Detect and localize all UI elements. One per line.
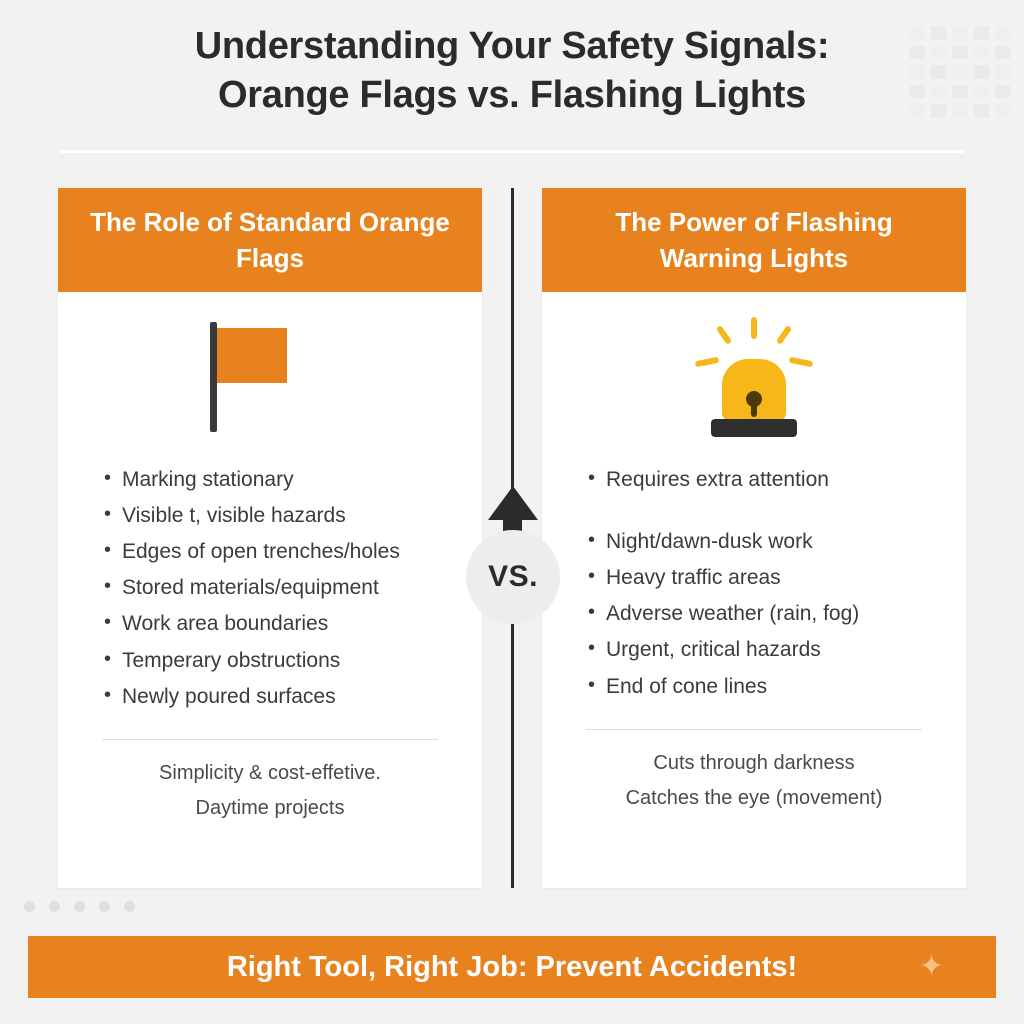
beacon-base xyxy=(711,419,797,437)
footer-label: Right Tool, Right Job: Prevent Accidents! xyxy=(226,950,798,983)
footnote-line: Simplicity & cost-effetive. xyxy=(159,761,381,784)
column-footnote-orange-flags xyxy=(58,740,482,826)
list-item: • Night/dawn-dusk work xyxy=(588,524,932,560)
page-title xyxy=(0,22,1024,119)
beacon-ray xyxy=(751,317,757,339)
column-header-label: The Power of Flashing Warning Lights xyxy=(615,206,893,273)
page-title-line-2: Orange Flags vs. Flashing Lights xyxy=(218,73,806,116)
beacon-ray xyxy=(716,325,732,345)
list-item: • Visible t, visible hazards xyxy=(104,498,448,534)
vs-label: VS. xyxy=(488,560,538,593)
list-item: • Urgent, critical hazards xyxy=(588,632,932,668)
column-header-label: The Role of Standard Orange Flags xyxy=(90,206,450,273)
column-orange-flags xyxy=(58,188,482,888)
orange-flag-icon xyxy=(210,322,330,432)
flag-pole xyxy=(210,322,217,432)
orange-flag-icon-area xyxy=(58,292,482,462)
list-item: • Requires extra attention xyxy=(588,462,932,498)
up-arrow-icon xyxy=(488,486,538,520)
list-item: • Edges of open trenches/holes xyxy=(104,534,448,570)
column-header-orange-flags xyxy=(58,188,482,292)
list-item: • Heavy traffic areas xyxy=(588,560,932,596)
footnote-line: Cuts through darkness xyxy=(653,751,855,774)
footer-banner xyxy=(28,936,996,998)
flag-cloth xyxy=(217,328,287,383)
list-item: • Stored materials/equipment xyxy=(104,570,448,606)
bullet-list-orange-flags xyxy=(58,462,482,715)
bullet-list-flashing-lights xyxy=(542,462,966,705)
list-item: • Adverse weather (rain, fog) xyxy=(588,596,932,632)
beacon-ray xyxy=(695,357,720,368)
beacon-ray xyxy=(776,325,792,345)
column-footnote-flashing-lights xyxy=(542,730,966,816)
flashing-beacon-icon xyxy=(689,317,819,437)
list-item: • Temperary obstructions xyxy=(104,643,448,679)
title-divider xyxy=(60,150,964,153)
column-flashing-lights xyxy=(542,188,966,888)
list-item: • Newly poured surfaces xyxy=(104,679,448,715)
beacon-ray xyxy=(789,357,814,368)
list-item: • Work area boundaries xyxy=(104,606,448,642)
list-item: • End of cone lines xyxy=(588,669,932,705)
list-item: • Marking stationary xyxy=(104,462,448,498)
footnote-line: Daytime projects xyxy=(195,796,345,819)
vs-badge xyxy=(466,530,560,624)
beacon-keyhole xyxy=(746,391,762,407)
flashing-beacon-icon-area xyxy=(542,292,966,462)
page-title-line-1: Understanding Your Safety Signals: xyxy=(194,25,830,67)
decorative-dot-row xyxy=(24,901,135,912)
footnote-line: Catches the eye (movement) xyxy=(625,786,883,809)
sparkle-icon: ✦ xyxy=(918,950,944,983)
column-header-flashing-lights xyxy=(542,188,966,292)
